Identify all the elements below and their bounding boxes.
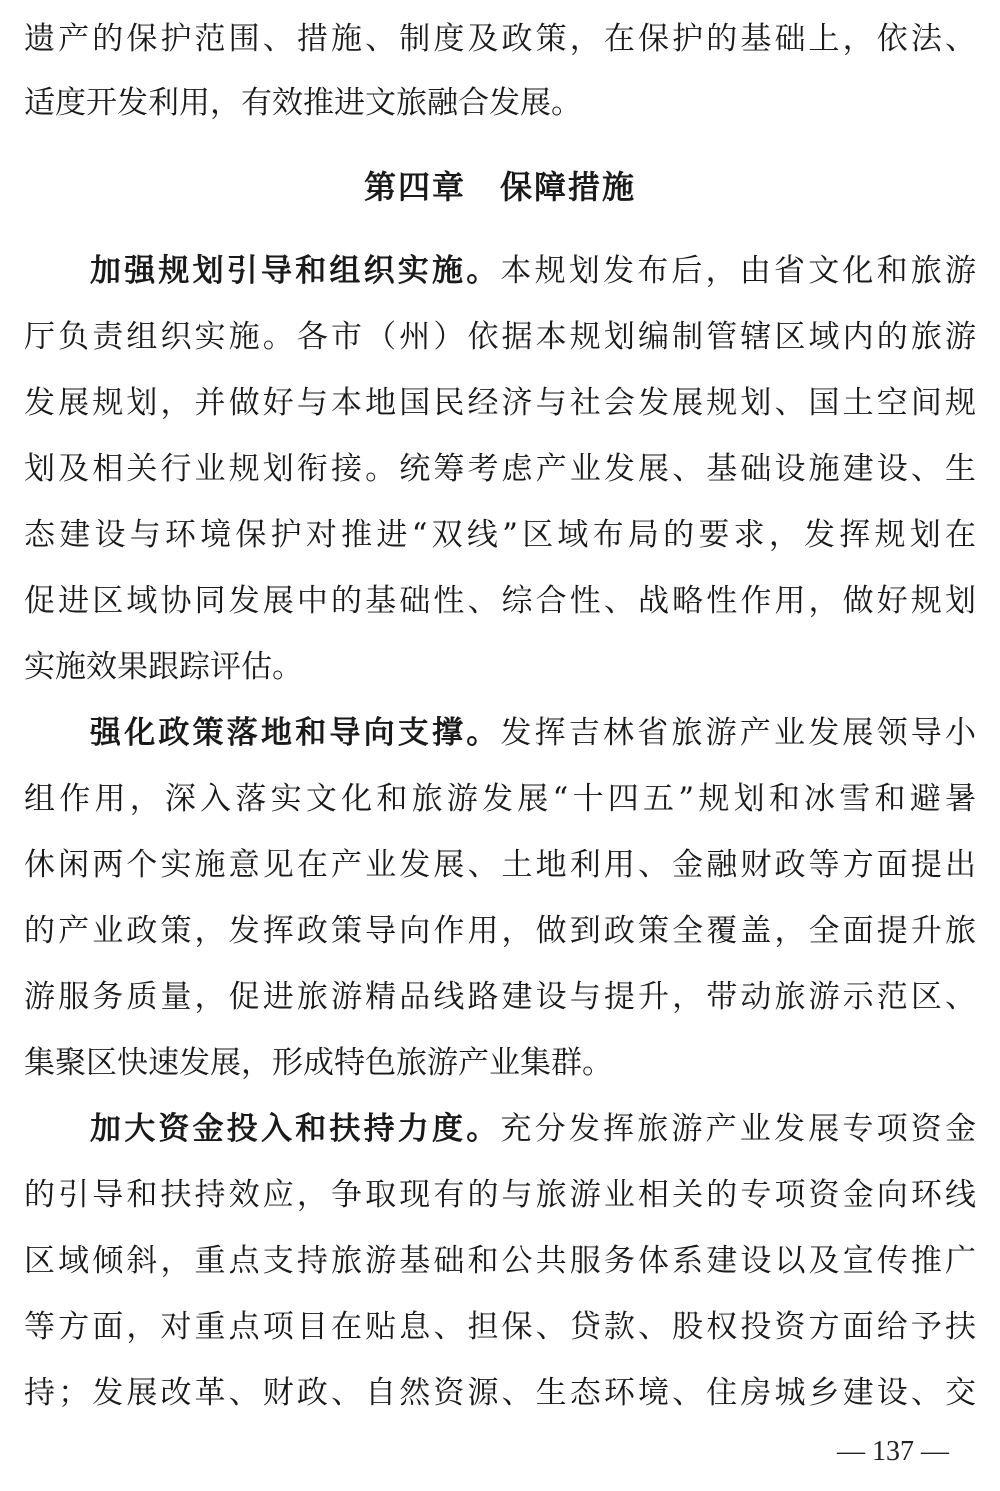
chapter-title: 第四章 保障措施 [363, 168, 636, 206]
paragraph-2-lead: 强化政策落地和导向支撑。 [90, 715, 501, 751]
paragraph-3-first-line [90, 1096, 976, 1162]
paragraph-2-line: 游服务质量，促进旅游精品线路建设与提升，带动旅游示范区、 [24, 979, 976, 1015]
paragraph-2-line: 的产业政策，发挥政策导向作用，做到政策全覆盖，全面提升旅 [24, 913, 976, 949]
paragraph-1-first-line [90, 238, 976, 304]
paragraph-2-line: 组作用，深入落实文化和旅游发展“十四五”规划和冰雪和避暑 [24, 781, 976, 817]
paragraph-3-line: 区域倾斜，重点支持旅游基础和公共服务体系建设以及宣传推广 [24, 1243, 976, 1279]
paragraph-3-line: 的引导和扶持效应，争取现有的与旅游业相关的专项资金向环线 [24, 1177, 976, 1213]
intro-line-1: 遗产的保护范围、措施、制度及政策，在保护的基础上，依法、 [24, 21, 976, 57]
paragraph-1-line: 实施效果跟踪评估。 [24, 649, 303, 685]
paragraph-3-first-rest: 充分发挥旅游产业发展专项资金 [500, 1111, 976, 1147]
paragraph-1-line: 划及相关行业规划衔接。统筹考虑产业发展、基础设施建设、生 [24, 451, 976, 487]
paragraph-2-line: 休闲两个实施意见在产业发展、土地利用、金融财政等方面提出 [24, 847, 976, 883]
paragraph-3-line: 持；发展改革、财政、自然资源、生态环境、住房城乡建设、交 [24, 1375, 976, 1411]
paragraph-1-line: 态建设与环境保护对推进“双线”区域布局的要求，发挥规划在 [24, 517, 976, 553]
paragraph-1-first-rest: 本规划发布后，由省文化和旅游 [500, 253, 976, 289]
paragraph-1-line: 发展规划，并做好与本地国民经济与社会发展规划、国土空间规 [24, 385, 976, 421]
paragraph-2-first-rest: 发挥吉林省旅游产业发展领导小 [500, 715, 976, 751]
page-number: — 137 — [837, 1436, 949, 1467]
paragraph-1-line: 厅负责组织实施。各市（州）依据本规划编制管辖区域内的旅游 [24, 319, 976, 355]
paragraph-3-line: 等方面，对重点项目在贴息、担保、贷款、股权投资方面给予扶 [24, 1309, 976, 1345]
paragraph-2-line: 集聚区快速发展，形成特色旅游产业集群。 [24, 1045, 613, 1081]
paragraph-3-lead: 加大资金投入和扶持力度。 [90, 1111, 501, 1147]
paragraph-2-first-line [90, 700, 976, 766]
paragraph-1-lead: 加强规划引导和组织实施。 [90, 253, 501, 289]
intro-line-2: 适度开发利用，有效推进文旅融合发展。 [24, 85, 582, 121]
paragraph-1-line: 促进区域协同发展中的基础性、综合性、战略性作用，做好规划 [24, 583, 976, 619]
